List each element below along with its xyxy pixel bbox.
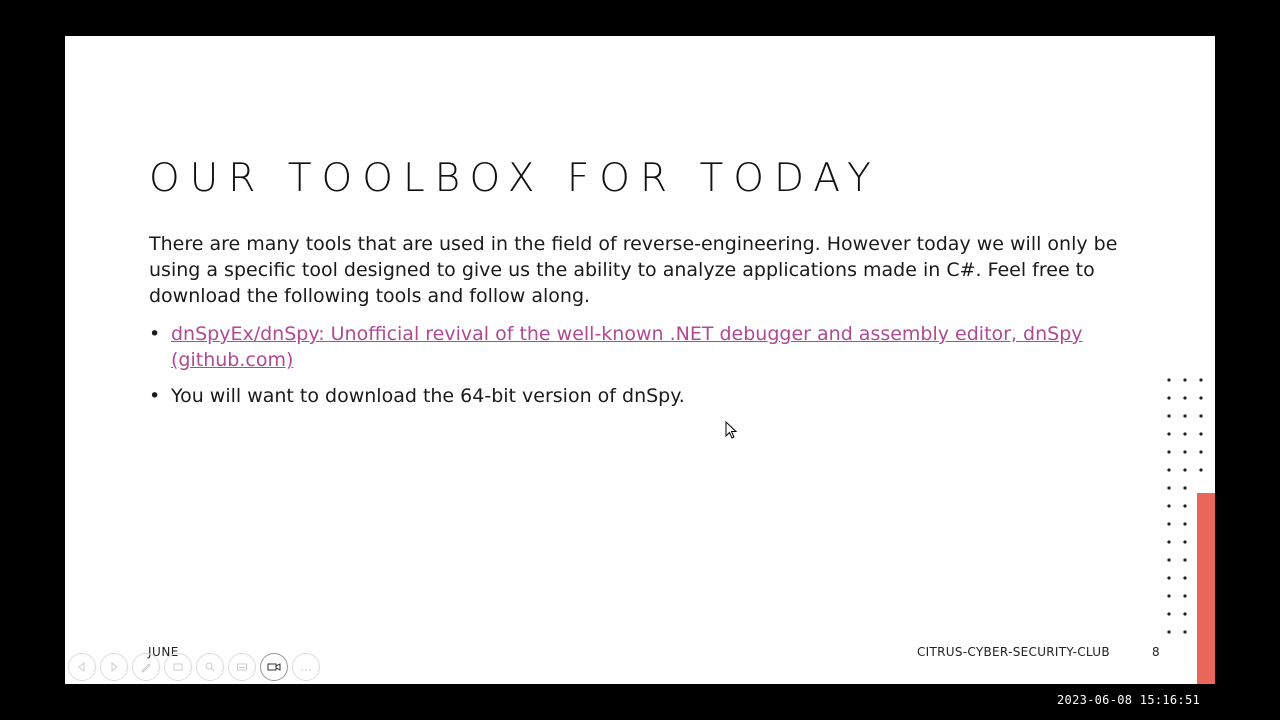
mouse-cursor-icon <box>725 421 741 441</box>
footer-date: JUNE <box>148 645 179 659</box>
dnspy-link[interactable]: dnSpyEx/dnSpy: Unofficial revival of the well-known .NET debugger and assembly editor, dnSpy (github.com) <box>171 323 1083 371</box>
bullet-list <box>149 321 1129 409</box>
footer-organization: CITRUS-CYBER-SECURITY-CLUB <box>917 645 1110 659</box>
pen-icon[interactable] <box>132 653 160 681</box>
zoom-icon[interactable] <box>196 653 224 681</box>
bullet-item-note <box>149 383 1129 409</box>
bullet-icon: • <box>149 323 161 345</box>
intro-paragraph: There are many tools that are used in the field of reverse-engineering. However today we will only be using a specific tool designed to give us the ability to analyze applications made in C#. Feel free to download the following tools and follow along. <box>149 233 1118 307</box>
bullet-item-link <box>149 321 1129 373</box>
previous-icon[interactable] <box>68 653 96 681</box>
accent-bar <box>1197 493 1215 684</box>
recording-timestamp: 2023-06-08 15:16:51 <box>1057 693 1200 707</box>
bullet-text: You will want to download the 64-bit version of dnSpy. <box>171 385 685 407</box>
slide-title: OUR TOOLBOX FOR TODAY <box>149 156 881 201</box>
more-icon[interactable]: ... <box>292 653 320 681</box>
next-icon[interactable] <box>100 653 128 681</box>
presenter-toolbar <box>68 653 320 681</box>
slide <box>65 36 1215 684</box>
slide-body <box>149 231 1129 419</box>
slide-number: 8 <box>1152 645 1160 659</box>
subtitles-icon[interactable] <box>228 653 256 681</box>
camera-icon[interactable] <box>260 653 288 681</box>
slides-icon[interactable] <box>164 653 192 681</box>
bullet-icon: • <box>149 385 161 407</box>
